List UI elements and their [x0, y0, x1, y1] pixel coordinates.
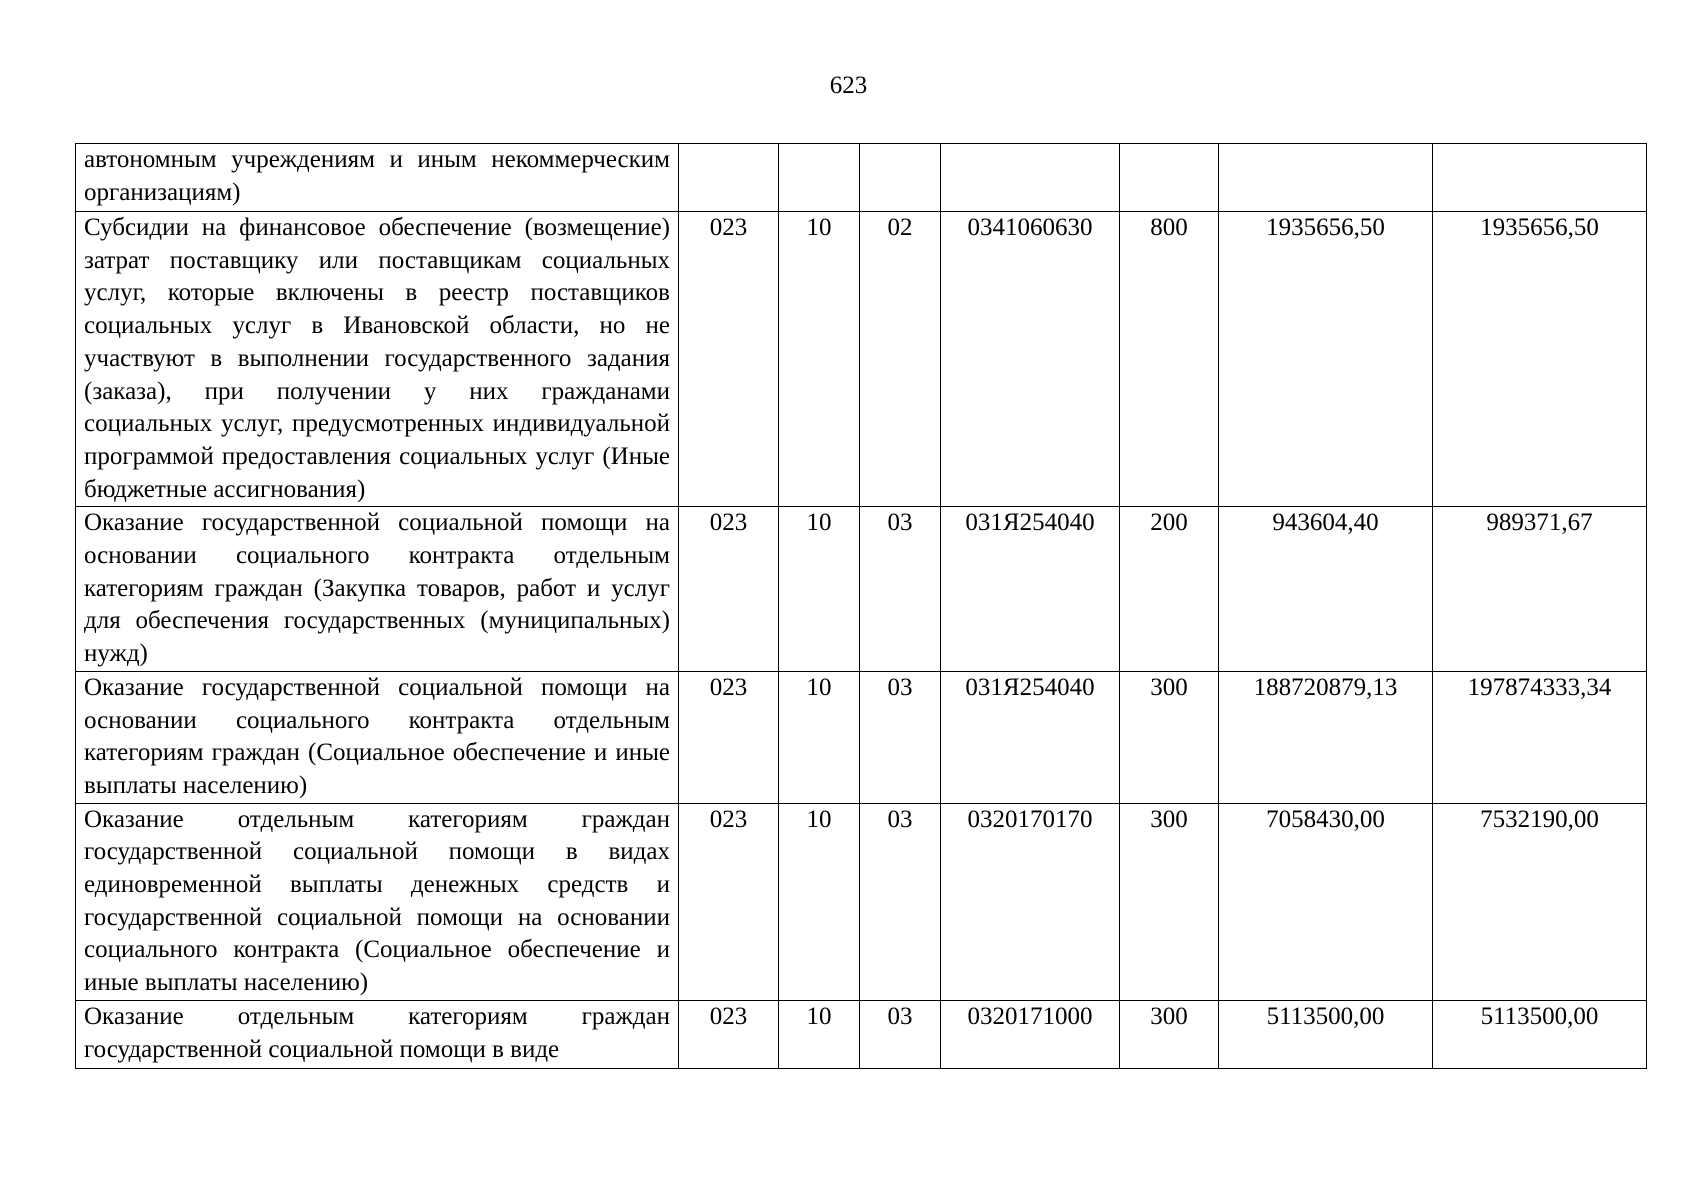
budget-table [75, 143, 1647, 1069]
subsection-code [860, 144, 941, 212]
subsection-code: 03 [860, 803, 941, 1000]
ministry-code: 023 [679, 803, 779, 1000]
amount-year2 [1433, 144, 1647, 212]
amount-year1: 5113500,00 [1219, 1000, 1433, 1068]
table-row [76, 212, 1647, 507]
amount-year1 [1219, 144, 1433, 212]
amount-year2: 197874333,34 [1433, 671, 1647, 803]
section-code: 10 [779, 803, 860, 1000]
ministry-code: 023 [679, 1000, 779, 1068]
subsection-code: 03 [860, 1000, 941, 1068]
target-article-code: 031Я254040 [941, 507, 1120, 672]
amount-year1: 943604,40 [1219, 507, 1433, 672]
section-code: 10 [779, 1000, 860, 1068]
expense-type-code: 300 [1120, 803, 1219, 1000]
amount-year1: 7058430,00 [1219, 803, 1433, 1000]
table-row [76, 144, 1647, 212]
section-code: 10 [779, 212, 860, 507]
subsection-code: 03 [860, 507, 941, 672]
expense-type-code [1120, 144, 1219, 212]
expense-type-code: 300 [1120, 671, 1219, 803]
amount-year2: 7532190,00 [1433, 803, 1647, 1000]
expense-type-code: 200 [1120, 507, 1219, 672]
table-row [76, 803, 1647, 1000]
table-row [76, 671, 1647, 803]
row-description: Оказание государственной социальной помощи на основании социального контракта отдельным категориям граждан (Закупка товаров, работ и услуг для обеспечения государственных (муниципальных) нужд) [76, 507, 679, 672]
table-row [76, 1000, 1647, 1068]
target-article-code: 0320171000 [941, 1000, 1120, 1068]
amount-year2: 5113500,00 [1433, 1000, 1647, 1068]
page-number: 623 [829, 72, 868, 99]
section-code: 10 [779, 507, 860, 672]
expense-type-code: 300 [1120, 1000, 1219, 1068]
subsection-code: 03 [860, 671, 941, 803]
amount-year1: 1935656,50 [1219, 212, 1433, 507]
target-article-code: 0320170170 [941, 803, 1120, 1000]
amount-year2: 989371,67 [1433, 507, 1647, 672]
row-description: Субсидии на финансовое обеспечение (возмещение) затрат поставщику или поставщикам социальных услуг, которые включены в реестр поставщиков социальных услуг в Ивановской области, но не участвуют в выполнении государственного задания (заказа), при получении у них гражданами социальных услуг, предусмотренных индивидуальной программой предоставления социальных услуг (Иные бюджетные ассигнования) [76, 212, 679, 507]
section-code [779, 144, 860, 212]
amount-year1: 188720879,13 [1219, 671, 1433, 803]
ministry-code: 023 [679, 212, 779, 507]
ministry-code [679, 144, 779, 212]
ministry-code: 023 [679, 507, 779, 672]
expense-type-code: 800 [1120, 212, 1219, 507]
amount-year2: 1935656,50 [1433, 212, 1647, 507]
target-article-code: 031Я254040 [941, 671, 1120, 803]
ministry-code: 023 [679, 671, 779, 803]
target-article-code: 0341060630 [941, 212, 1120, 507]
row-description: Оказание государственной социальной помощи на основании социального контракта отдельным категориям граждан (Социальное обеспечение и иные выплаты населению) [76, 671, 679, 803]
row-description: автономным учреждениям и иным некоммерческим организациям) [76, 144, 679, 212]
row-description: Оказание отдельным категориям граждан государственной социальной помощи в виде [76, 1000, 679, 1068]
target-article-code [941, 144, 1120, 212]
section-code: 10 [779, 671, 860, 803]
table-row [76, 507, 1647, 672]
row-description: Оказание отдельным категориям граждан государственной социальной помощи в видах единовременной выплаты денежных средств и государственной социальной помощи на основании социального контракта (Социальное обеспечение и иные выплаты населению) [76, 803, 679, 1000]
subsection-code: 02 [860, 212, 941, 507]
